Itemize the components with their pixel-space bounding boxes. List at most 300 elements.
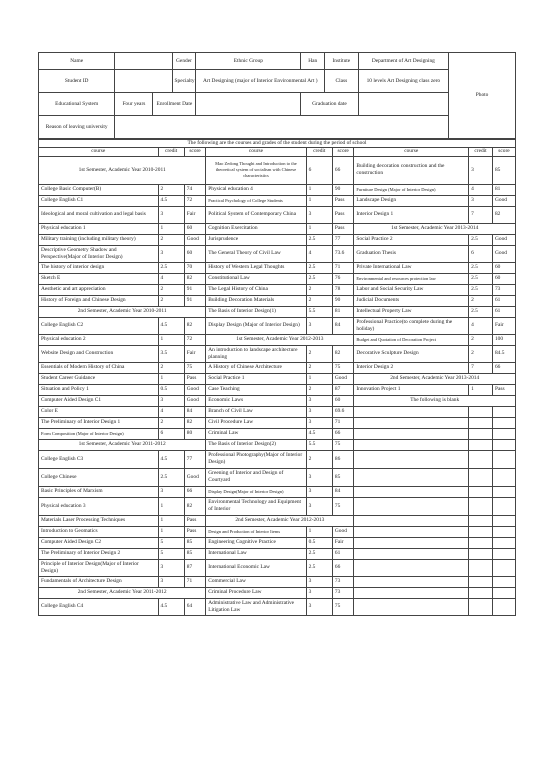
score-cell: 60 xyxy=(492,262,515,273)
credit-cell: 1 xyxy=(306,223,332,234)
score-cell: 60 xyxy=(492,273,515,284)
credit-cell: 2 xyxy=(469,295,493,306)
score-cell: Good xyxy=(184,234,205,245)
grade-row xyxy=(39,284,516,295)
course-cell xyxy=(354,598,469,615)
grades-table xyxy=(38,139,516,616)
course-cell xyxy=(354,468,469,486)
score-cell: 75 xyxy=(332,598,353,615)
score-cell: 61 xyxy=(492,295,515,306)
credit-cell: 2 xyxy=(469,334,493,345)
credit-cell: 3 xyxy=(306,395,332,406)
course-cell: Color E xyxy=(39,406,159,417)
score-cell: 61 xyxy=(492,306,515,317)
column-header: credit xyxy=(158,147,184,156)
course-cell: Private International Law xyxy=(354,262,469,273)
credit-cell xyxy=(469,598,493,615)
credit-cell: 4 xyxy=(158,406,184,417)
credit-cell: 1 xyxy=(158,223,184,234)
column-header: course xyxy=(354,147,469,156)
course-cell: Introduction to Geomatics xyxy=(39,526,159,537)
score-cell xyxy=(492,439,515,450)
course-cell: International Economic Law xyxy=(206,559,306,576)
course-cell: History of Western Legal Thoughts xyxy=(206,262,306,273)
score-cell: 75 xyxy=(332,362,353,373)
course-cell: College Basic Computer(B) xyxy=(39,184,159,195)
score-cell xyxy=(492,587,515,598)
column-header: score xyxy=(332,147,353,156)
credit-cell: 1 xyxy=(158,334,184,345)
credit-cell: 2 xyxy=(158,184,184,195)
score-cell: 66 xyxy=(332,428,353,439)
credit-cell: 2 xyxy=(306,450,332,468)
score-cell: 82 xyxy=(492,206,515,223)
course-cell xyxy=(354,497,469,515)
credit-cell xyxy=(469,406,493,417)
grade-row xyxy=(39,384,516,395)
student-id-label: Student ID xyxy=(39,70,115,93)
course-cell: College English C1 xyxy=(39,195,159,206)
credit-cell: 3 xyxy=(158,559,184,576)
credit-cell: 0.5 xyxy=(158,384,184,395)
score-cell: Good xyxy=(332,373,353,384)
credit-cell: 2.5 xyxy=(469,262,493,273)
grade-row xyxy=(39,417,516,428)
score-cell: 87 xyxy=(184,559,205,576)
semester-heading: 1st Semester, Academic Year 2011-2012 xyxy=(39,439,206,450)
credit-cell xyxy=(469,576,493,587)
score-cell: 70 xyxy=(184,262,205,273)
semester-heading: 1st Semester, Academic Year 2012-2013 xyxy=(206,334,354,345)
grade-row xyxy=(39,468,516,486)
edu-system-label: Educational System xyxy=(39,93,115,116)
score-cell: Fair xyxy=(184,206,205,223)
credit-cell: 2.5 xyxy=(158,262,184,273)
score-cell: 84 xyxy=(332,317,353,334)
credit-cell: 1 xyxy=(306,195,332,206)
score-cell xyxy=(492,559,515,576)
score-cell: 77 xyxy=(184,450,205,468)
grade-row xyxy=(39,317,516,334)
credit-cell: 1 xyxy=(469,384,493,395)
score-cell: 72 xyxy=(184,195,205,206)
column-header: credit xyxy=(306,147,332,156)
credit-cell: 2 xyxy=(306,295,332,306)
grade-row xyxy=(39,576,516,587)
score-cell: 78 xyxy=(332,284,353,295)
credit-cell: 2 xyxy=(158,295,184,306)
course-cell: Economic Laws xyxy=(206,395,306,406)
credit-cell: 5 xyxy=(158,548,184,559)
credit-cell: 2.5 xyxy=(469,234,493,245)
course-cell: Innovation Project 1 xyxy=(354,384,469,395)
credit-cell: 3 xyxy=(158,486,184,497)
course-cell: History of Foreign and Chinese Design xyxy=(39,295,159,306)
course-cell: Jurisprudence xyxy=(206,234,306,245)
score-cell: Fair xyxy=(492,317,515,334)
course-cell: Landscape Design xyxy=(354,195,469,206)
grade-row xyxy=(39,306,516,317)
institute-label: Institute xyxy=(325,53,358,70)
credit-cell: 2 xyxy=(306,362,332,373)
score-cell: 72 xyxy=(184,334,205,345)
credit-cell: 6 xyxy=(158,428,184,439)
score-cell: 71 xyxy=(332,262,353,273)
credit-cell: 3 xyxy=(158,245,184,262)
credit-cell: 3 xyxy=(306,417,332,428)
course-cell: Display Design (Major of Interior Design) xyxy=(206,317,306,334)
score-cell: 60 xyxy=(184,245,205,262)
credit-cell xyxy=(469,548,493,559)
score-cell: 91 xyxy=(184,284,205,295)
credit-cell: 2 xyxy=(306,284,332,295)
credit-cell: 3 xyxy=(306,206,332,223)
credit-cell: 1 xyxy=(306,184,332,195)
score-cell: 90 xyxy=(332,184,353,195)
score-cell: 85 xyxy=(332,468,353,486)
course-cell: Physical education 1 xyxy=(39,223,159,234)
score-cell: 85 xyxy=(492,156,515,184)
score-cell: Good xyxy=(332,526,353,537)
semester-heading: The following is blank xyxy=(354,395,516,406)
score-cell: Pass xyxy=(332,223,353,234)
course-cell: The Preliminary of Interior Design 2 xyxy=(39,548,159,559)
score-cell xyxy=(492,406,515,417)
credit-cell: 1 xyxy=(158,497,184,515)
credit-cell: 3 xyxy=(306,587,332,598)
credit-cell: 3 xyxy=(306,486,332,497)
credit-cell: 2 xyxy=(469,345,493,362)
course-cell: Descriptive Geometry Shadow and Perspective(Major of Interior Design) xyxy=(39,245,159,262)
course-cell: Commercial Law xyxy=(206,576,306,587)
course-cell: College English C4 xyxy=(39,598,159,615)
column-header: course xyxy=(39,147,159,156)
specialty-value: Art Designing (major of Interior Environmental Art ) xyxy=(196,70,325,93)
score-cell: 82 xyxy=(184,273,205,284)
semester-heading: 2nd Semester, Academic Year 2012-2013 xyxy=(206,515,354,526)
score-cell xyxy=(492,428,515,439)
score-cell: 73.6 xyxy=(332,245,353,262)
score-cell: 84.5 xyxy=(492,345,515,362)
credit-cell xyxy=(469,450,493,468)
score-cell: 81 xyxy=(332,306,353,317)
course-cell: Form Composition (Major of Interior Design) xyxy=(39,428,159,439)
credit-cell: 1 xyxy=(306,373,332,384)
grade-row xyxy=(39,184,516,195)
score-cell: 69.6 xyxy=(332,406,353,417)
course-cell xyxy=(354,526,469,537)
course-cell: Physical education 3 xyxy=(39,497,159,515)
credit-cell: 7 xyxy=(469,362,493,373)
course-cell: Greening of Interior and Design of Courtyard xyxy=(206,468,306,486)
grade-row xyxy=(39,245,516,262)
credit-cell: 0.5 xyxy=(306,537,332,548)
course-cell: Computer Aided Design C1 xyxy=(39,395,159,406)
credit-cell: 4 xyxy=(469,317,493,334)
score-cell: 82 xyxy=(184,317,205,334)
credit-cell: 3 xyxy=(158,206,184,223)
score-cell: 73 xyxy=(492,284,515,295)
credit-cell: 6 xyxy=(306,156,332,184)
course-cell: Mao Zedong Thought and Introduction to the theoretical system of socialism with Chinese characteristics xyxy=(206,156,306,184)
score-cell xyxy=(492,486,515,497)
grade-row xyxy=(39,273,516,284)
course-cell: Professional Photography(Major of Interior Design) xyxy=(206,450,306,468)
course-cell: Case Teaching xyxy=(206,384,306,395)
credit-cell: 3 xyxy=(306,406,332,417)
grade-row xyxy=(39,195,516,206)
grade-row xyxy=(39,206,516,223)
score-cell: 85 xyxy=(184,548,205,559)
course-cell: Furniture Design (Major of Interior Design) xyxy=(354,184,469,195)
score-cell xyxy=(492,497,515,515)
grade-row xyxy=(39,223,516,234)
credit-cell: 4 xyxy=(158,273,184,284)
credit-cell: 2.5 xyxy=(306,262,332,273)
course-cell xyxy=(354,486,469,497)
score-cell: Pass xyxy=(184,373,205,384)
score-cell: 100 xyxy=(492,334,515,345)
score-cell: Good xyxy=(492,195,515,206)
score-cell: 66 xyxy=(492,362,515,373)
credit-cell: 1 xyxy=(158,526,184,537)
course-cell: The Preliminary of Interior Design 1 xyxy=(39,417,159,428)
score-cell: 82 xyxy=(184,497,205,515)
grade-row xyxy=(39,497,516,515)
course-cell xyxy=(354,450,469,468)
score-cell: Pass xyxy=(184,526,205,537)
score-cell xyxy=(492,576,515,587)
course-cell: College English C2 xyxy=(39,317,159,334)
score-cell: 71 xyxy=(332,417,353,428)
credit-cell: 6 xyxy=(469,245,493,262)
credit-cell xyxy=(469,486,493,497)
course-cell: College Chinese xyxy=(39,468,159,486)
score-cell: 77 xyxy=(332,234,353,245)
score-cell: 60 xyxy=(332,395,353,406)
course-cell: Interior Design 2 xyxy=(354,362,469,373)
institute-value: Department of Art Designing xyxy=(358,53,449,70)
course-cell xyxy=(354,515,469,526)
course-cell: Design and Production of Interior Items xyxy=(206,526,306,537)
grade-row xyxy=(39,295,516,306)
name-label: Name xyxy=(39,53,115,70)
grade-row xyxy=(39,395,516,406)
ethnic-value: Han xyxy=(301,53,325,70)
course-cell: Judicial Documents xyxy=(354,295,469,306)
grade-row xyxy=(39,587,516,598)
course-cell: Fundamentals of Architecture Design xyxy=(39,576,159,587)
graduation-value xyxy=(358,93,449,116)
score-cell: 71 xyxy=(184,576,205,587)
course-cell: Building Decoration Materials xyxy=(206,295,306,306)
ethnic-label: Ethnic Group xyxy=(196,53,301,70)
score-cell: Pass xyxy=(184,515,205,526)
semester-heading: 1st Semester, Academic Year 2010-2011 xyxy=(39,156,206,184)
score-cell: 66 xyxy=(332,559,353,576)
course-cell: Political System of Contemporary China xyxy=(206,206,306,223)
course-cell xyxy=(354,428,469,439)
semester-heading: 1st Semester, Academic Year 2013-2014 xyxy=(354,223,516,234)
student-id-value xyxy=(115,70,172,93)
score-cell: 90 xyxy=(332,295,353,306)
semester-heading: 2nd Semester, Academic Year 2010-2011 xyxy=(39,306,206,317)
course-cell: Environmental and resources protection law xyxy=(354,273,469,284)
course-cell: Aesthetic and art appreciation xyxy=(39,284,159,295)
credit-cell xyxy=(469,428,493,439)
name-value xyxy=(115,53,172,70)
score-cell: 81 xyxy=(492,184,515,195)
course-cell: Website Design and Construction xyxy=(39,345,159,362)
edu-system-value: Four years xyxy=(115,93,153,116)
course-cell: Student Career Guidance xyxy=(39,373,159,384)
course-cell: Criminal Law xyxy=(206,428,306,439)
reason-label: Reason of leaving university xyxy=(39,116,115,139)
score-cell: Pass xyxy=(492,384,515,395)
course-cell: Materials Laser Processing Techniques xyxy=(39,515,159,526)
grade-row xyxy=(39,537,516,548)
grade-row xyxy=(39,334,516,345)
credit-cell: 3 xyxy=(469,195,493,206)
grade-row xyxy=(39,428,516,439)
credit-cell: 2 xyxy=(306,384,332,395)
course-cell: Professional Practice(to complete during the holiday) xyxy=(354,317,469,334)
credit-cell: 3 xyxy=(306,468,332,486)
credit-cell: 5 xyxy=(158,537,184,548)
course-cell xyxy=(354,537,469,548)
score-cell: Pass xyxy=(332,206,353,223)
course-cell: Administrative Law and Administrative Litigation Law xyxy=(206,598,306,615)
score-cell: 84 xyxy=(184,406,205,417)
grade-row xyxy=(39,362,516,373)
score-cell: Good xyxy=(184,384,205,395)
credit-cell: 2.5 xyxy=(469,284,493,295)
score-cell: 61 xyxy=(332,548,353,559)
credit-cell: 5.5 xyxy=(306,439,332,450)
course-cell: Labor and Social Security Law xyxy=(354,284,469,295)
credit-cell: 2.5 xyxy=(306,273,332,284)
credit-cell: 1 xyxy=(306,526,332,537)
course-cell: Decorative Sculpture Design xyxy=(354,345,469,362)
score-cell: 75 xyxy=(332,439,353,450)
credit-cell: 2.5 xyxy=(306,548,332,559)
score-cell xyxy=(492,598,515,615)
credit-cell: 5.5 xyxy=(306,306,332,317)
reason-value xyxy=(115,116,449,139)
graduation-label: Graduation date xyxy=(301,93,358,116)
score-cell: Good xyxy=(184,468,205,486)
class-label: Class xyxy=(325,70,358,93)
course-cell: A History of Chinese Architecture xyxy=(206,362,306,373)
course-cell xyxy=(354,406,469,417)
score-cell: 74 xyxy=(184,184,205,195)
course-cell: Interior Design 1 xyxy=(354,206,469,223)
score-cell: Good xyxy=(492,245,515,262)
score-cell: Good xyxy=(184,395,205,406)
credit-cell: 2.5 xyxy=(306,234,332,245)
course-cell: Situation and Policy 1 xyxy=(39,384,159,395)
grade-row xyxy=(39,262,516,273)
grade-row xyxy=(39,515,516,526)
credit-cell: 4.5 xyxy=(158,450,184,468)
course-cell: Branch of Civil Law xyxy=(206,406,306,417)
score-cell: 73 xyxy=(332,587,353,598)
credit-cell: 1 xyxy=(158,373,184,384)
credit-cell: 3 xyxy=(306,497,332,515)
course-cell: Building decoration construction and the construction xyxy=(354,156,469,184)
credit-cell xyxy=(469,587,493,598)
score-cell: 64 xyxy=(184,598,205,615)
class-value: 10 levels Art Designing class zero xyxy=(358,70,449,93)
course-cell: Environmental Technology and Equipment of Interior xyxy=(206,497,306,515)
column-header: score xyxy=(492,147,515,156)
enrollment-label: Enrollment Date xyxy=(153,93,196,116)
credit-cell: 4 xyxy=(469,184,493,195)
credit-cell xyxy=(469,468,493,486)
course-cell: Basic Principles of Marxism xyxy=(39,486,159,497)
score-cell: 91 xyxy=(184,295,205,306)
course-cell: Constitutional Law xyxy=(206,273,306,284)
score-cell: 82 xyxy=(332,345,353,362)
credit-cell: 4.5 xyxy=(158,317,184,334)
course-cell: The Legal History of China xyxy=(206,284,306,295)
course-cell xyxy=(354,439,469,450)
score-cell: 75 xyxy=(332,497,353,515)
score-cell xyxy=(492,450,515,468)
credit-cell: 4.5 xyxy=(158,598,184,615)
score-cell: Fair xyxy=(332,537,353,548)
course-cell: Engineering Cognitive Practice xyxy=(206,537,306,548)
intro-text: The following are the courses and grades of the student during the period of school xyxy=(39,139,516,147)
credit-cell: 3 xyxy=(158,395,184,406)
credit-cell: 4.5 xyxy=(306,428,332,439)
credit-cell: 4.5 xyxy=(158,195,184,206)
credit-cell: 3.5 xyxy=(158,345,184,362)
credit-cell: 2.5 xyxy=(306,559,332,576)
score-cell xyxy=(492,515,515,526)
credit-cell: 2 xyxy=(158,234,184,245)
score-cell xyxy=(492,468,515,486)
enrollment-value xyxy=(196,93,301,116)
credit-cell: 2.5 xyxy=(469,306,493,317)
grade-row xyxy=(39,450,516,468)
gender-label: Gender xyxy=(172,53,196,70)
score-cell: Fair xyxy=(184,345,205,362)
credit-cell xyxy=(469,526,493,537)
course-cell: Social Practice 2 xyxy=(354,234,469,245)
course-cell: Civil Procedure Law xyxy=(206,417,306,428)
score-cell: 86 xyxy=(332,450,353,468)
grade-row xyxy=(39,373,516,384)
semester-heading: 2nd Semester, Academic Year 2013-2014 xyxy=(354,373,516,384)
grade-row xyxy=(39,526,516,537)
course-cell: Ideological and moral cultivation and legal basis xyxy=(39,206,159,223)
score-cell xyxy=(492,548,515,559)
course-cell: Intellectual Property Law xyxy=(354,306,469,317)
course-cell xyxy=(354,417,469,428)
course-cell: The history of interior design xyxy=(39,262,159,273)
specialty-label: Specialty xyxy=(172,70,196,93)
credit-cell xyxy=(469,439,493,450)
score-cell: 85 xyxy=(184,537,205,548)
credit-cell: 3 xyxy=(469,156,493,184)
credit-cell: 2.5 xyxy=(469,273,493,284)
course-cell: The Basis of Interior Design(1) xyxy=(206,306,306,317)
course-cell: Principle of Interior Design(Major of Interior Design) xyxy=(39,559,159,576)
score-cell xyxy=(492,526,515,537)
grade-row xyxy=(39,598,516,615)
course-cell: Physical education 4 xyxy=(206,184,306,195)
